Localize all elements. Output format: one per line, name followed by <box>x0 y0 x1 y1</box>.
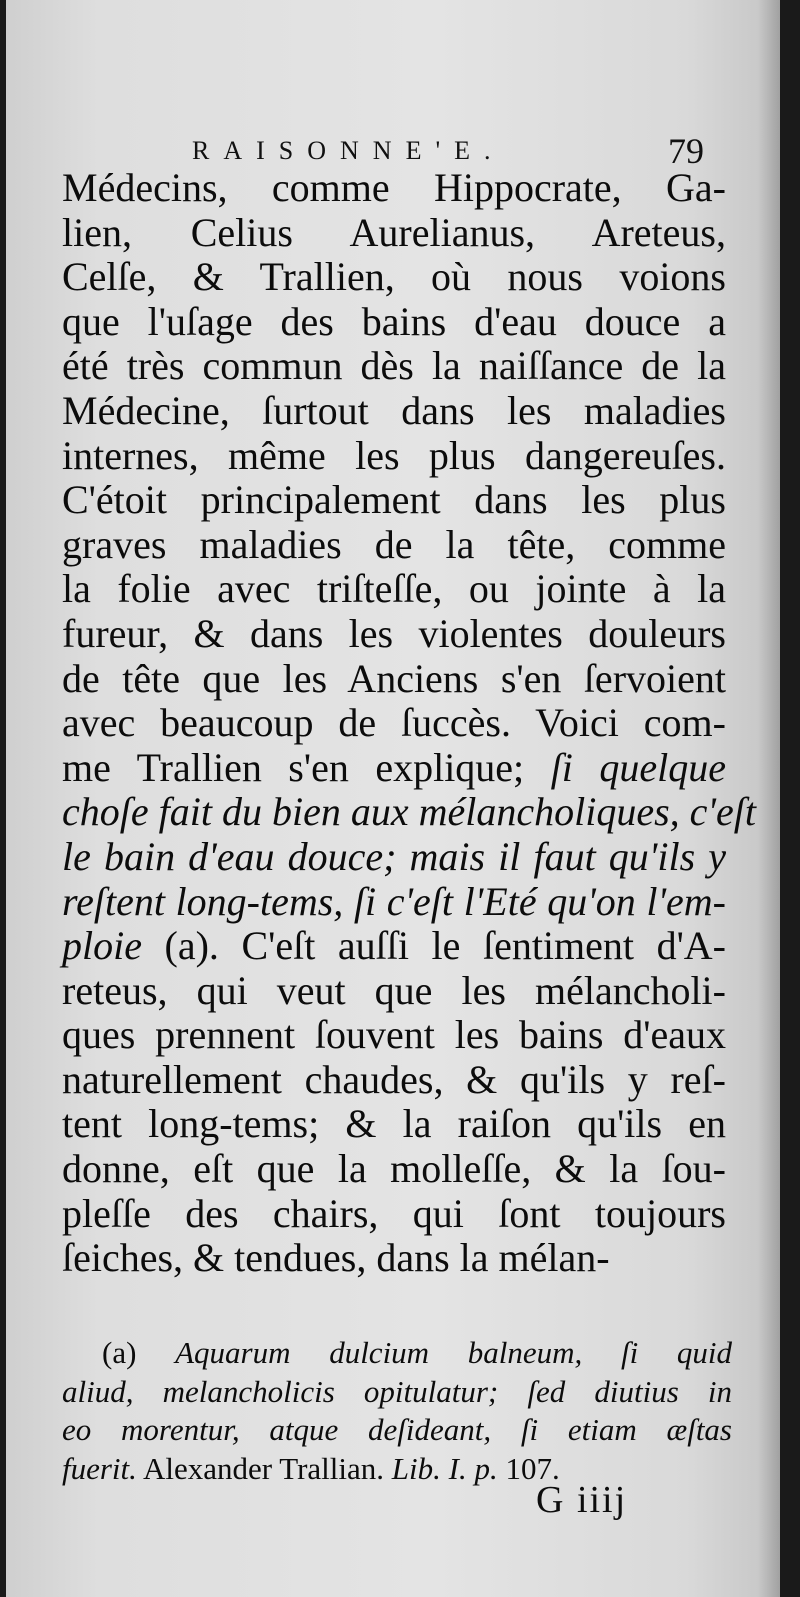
body-line <box>62 746 726 791</box>
body-line <box>62 701 726 746</box>
body-line <box>62 880 726 925</box>
text-segment: ques prennent ſouvent les bains d'eaux <box>62 1012 726 1058</box>
text-segment: me Trallien s'en explique; <box>62 744 551 790</box>
body-line <box>62 300 726 345</box>
text-segment: été très commun dès la naiſſance de la <box>62 343 726 389</box>
italic-text-segment: reſtent long-tems, ſi c'eſt l'Eté qu'on l'em- <box>62 878 726 924</box>
body-line <box>62 434 726 479</box>
footnote-line <box>62 1411 732 1450</box>
text-segment: avec beaucoup de ſuccès. Voici com- <box>62 700 726 746</box>
text-segment: graves maladies de la tête, comme <box>62 521 726 567</box>
body-line <box>62 255 726 300</box>
body-line <box>62 1058 726 1103</box>
footnote-line <box>62 1450 732 1489</box>
text-segment: internes, même les plus dangereuſes. <box>62 432 726 478</box>
body-line <box>62 523 726 568</box>
body-line <box>62 1236 726 1281</box>
body-line <box>62 478 726 523</box>
italic-text-segment: choſe fait du bien aux mélancholiques, c'eſt <box>62 789 756 835</box>
running-head-title: RAISONNE'E. <box>192 136 505 165</box>
text-segment: la folie avec triſteſſe, ou jointe à la <box>62 566 726 612</box>
footnote-line <box>62 1334 732 1373</box>
body-line <box>62 1102 726 1147</box>
italic-text-segment: eo morentur, atque deſideant, ſi etiam æſtas <box>62 1412 732 1448</box>
body-line <box>62 211 726 256</box>
body-line <box>62 344 726 389</box>
text-segment: naturellement chaudes, & qu'ils y reſ- <box>62 1056 726 1102</box>
text-segment: Celſe, & Trallien, où nous voions <box>62 254 726 300</box>
body-line <box>62 612 726 657</box>
text-segment: de tête que les Anciens s'en ſervoient <box>62 655 726 701</box>
body-line <box>62 1192 726 1237</box>
text-segment: tent long-tems; & la raiſon qu'ils en <box>62 1101 726 1147</box>
text-segment: (a) <box>102 1335 176 1370</box>
italic-text-segment: Aquarum dulcium balneum, ſi quid <box>175 1335 733 1370</box>
italic-text-segment: aliud, melancholicis opitulatur; ſed diutius in <box>62 1373 732 1409</box>
signature-mark: G iiij <box>536 1479 628 1521</box>
book-page <box>6 0 780 1597</box>
body-line <box>62 969 726 1014</box>
text-segment: Alexander Trallian. <box>136 1450 392 1486</box>
body-line <box>62 657 726 702</box>
italic-text-segment: Lib. I. p. <box>391 1450 498 1486</box>
body-line <box>62 1013 726 1058</box>
body-line <box>62 789 756 835</box>
body-line <box>62 389 726 434</box>
body-line <box>62 924 726 969</box>
text-segment: Médecine, ſurtout dans les maladies <box>62 387 726 433</box>
text-segment: que l'uſage des bains d'eau douce a <box>62 298 726 344</box>
text-segment: reteus, qui veut que les mélancholi- <box>62 967 726 1013</box>
text-segment: Médecins, comme Hippocrate, Ga- <box>62 165 726 210</box>
text-segment: pleſſe des chairs, qui ſont toujours <box>62 1190 726 1236</box>
body-line <box>62 835 726 880</box>
text-segment: C'étoit principalement dans les plus <box>62 477 726 523</box>
text-segment: lien, Celius Aurelianus, Areteus, <box>62 209 726 255</box>
text-segment: ſeiches, & tendues, dans la mélan- <box>62 1235 610 1281</box>
text-segment: (a). C'eſt auſſi le ſentiment d'A- <box>141 923 726 969</box>
page-number: 79 <box>668 131 704 171</box>
body-line <box>62 166 726 211</box>
footnote <box>62 1334 732 1488</box>
text-segment: 107. <box>497 1450 560 1486</box>
text-segment: donne, eſt que la molleſſe, & la ſou- <box>62 1146 726 1192</box>
body-text <box>62 165 756 1281</box>
body-line <box>62 567 726 612</box>
italic-text-segment: ploie <box>62 923 142 969</box>
text-segment: fureur, & dans les violentes douleurs <box>62 610 726 656</box>
italic-text-segment: fuerit. <box>62 1450 137 1486</box>
italic-text-segment: le bain d'eau douce; mais il faut qu'ils y <box>62 833 726 879</box>
body-line <box>62 1147 726 1192</box>
footnote-line <box>62 1373 732 1412</box>
italic-text-segment: ſi quelque <box>550 744 726 790</box>
